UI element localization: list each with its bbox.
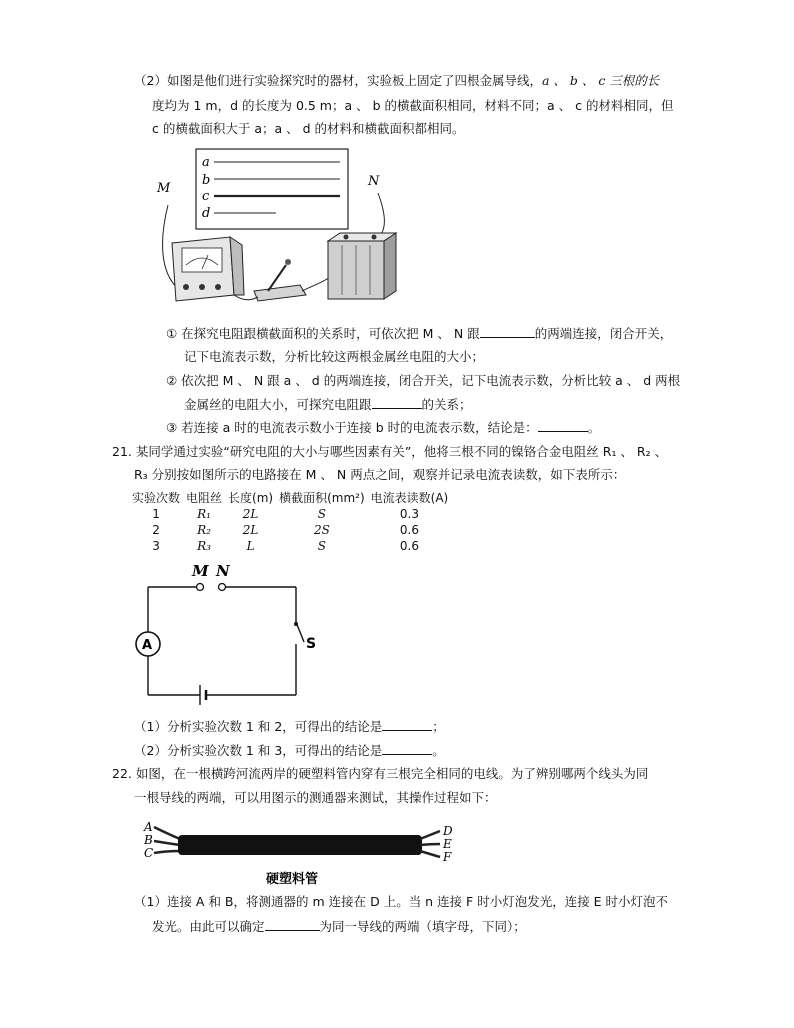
pipe-label-C: C (144, 846, 154, 860)
q20-sub3-line: ③ 若连接 a 时的电流表示数小于连接 b 时的电流表示数，结论是： 。 (166, 420, 601, 435)
plastic-pipe (178, 835, 422, 855)
q22-sub1-line2: 发光。由此可以确定 为同一导线的两端（填字母，下同）； (152, 919, 526, 934)
q21-sub2-blank[interactable] (382, 741, 432, 755)
q20-part2-line3: c 的横截面积大于 a；a 、 d 的材料和横截面积都相同。 (152, 121, 465, 136)
q20-part2-line1: （2）如图是他们进行实验探究时的器材，实验板上固定了四根金属导线，a 、 b 、 c 三根的长 (134, 73, 660, 88)
q22-sub1-blank[interactable] (265, 917, 320, 931)
q20-sub2-line2: 金属丝的电阻大小，可探究电阻跟 的关系； (184, 397, 472, 412)
q20-sub3-blank[interactable] (538, 418, 588, 432)
header-area: 横截面积(mm²) (279, 491, 365, 505)
pipe-label-B: B (144, 833, 153, 847)
q20-part2-line2: 度均为 1 m，d 的长度为 0.5 m；a 、 b 的横截面积相同，材料不同；a 、 c 的材料相同，但 (152, 98, 674, 113)
q21-line1: 21. 某同学通过实验“研究电阻的大小与哪些因素有关”，他将三根不同的镍铬合金电阻丝 R₁ 、 R₂ 、 (112, 444, 668, 459)
q22-pipe-figure (140, 815, 470, 890)
label-M: M (157, 181, 171, 196)
pipe-label-E: E (443, 837, 452, 851)
q21-sub2: （2）分析实验次数 1 和 3，可得出的结论是 。 (134, 743, 445, 758)
experiment-board (196, 149, 348, 229)
label-N: N (368, 174, 380, 189)
knife-switch (254, 259, 306, 301)
q22-line2: 一根导线的两端，可以用图示的测通器来测试，其操作过程如下： (134, 790, 497, 805)
table-row: 1 R₁ 2L S 0.3 (152, 507, 419, 521)
q22-line1: 22. 如图，在一根横跨河流两岸的硬塑料管内穿有三根完全相同的电线。为了辨别哪两个线头为同 (112, 766, 649, 781)
header-wire: 电阻丝 (186, 491, 223, 505)
wire-label-a: a (202, 155, 210, 170)
pipe-label-F: F (443, 850, 452, 864)
q20-sub1-blank[interactable] (480, 324, 535, 338)
wire-label-b: b (202, 173, 211, 188)
header-length: 长度(m) (228, 491, 274, 505)
battery-box (328, 233, 396, 299)
q20-sub2-blank[interactable] (372, 395, 422, 409)
q20-sub1-line2: 记下电流表示数，分析比较这两根金属丝电阻的大小； (184, 349, 485, 364)
header-current: 电流表读数(A) (370, 491, 449, 505)
q22-sub1-line1: （1）连接 A 和 B，将测通器的 m 连接在 D 上。当 n 连接 F 时小灯泡发光，连接 E 时小灯泡不 (134, 894, 669, 909)
terminal-M (197, 584, 204, 591)
ammeter-device (172, 237, 244, 301)
q21-sub1-blank[interactable] (382, 717, 432, 731)
q21-sub1: （1）分析实验次数 1 和 2，可得出的结论是 ； (134, 719, 445, 734)
q20-sub1-line1: ① 在探究电阻跟横截面积的关系时，可依次把 M 、 N 跟 的两端连接，闭合开关， (166, 326, 673, 341)
table-row: 3 R₃ L S 0.6 (152, 539, 419, 553)
pipe-caption: 硬塑料管 (266, 872, 319, 887)
pipe-label-D: D (443, 824, 453, 838)
wire-label-d: d (202, 206, 211, 221)
terminal-N (219, 584, 226, 591)
circuit-label-M: M (192, 562, 209, 580)
q21-line2: R₃ 分别按如图所示的电路接在 M 、 N 两点之间，观察并记录电流表读数，如下表所示： (134, 467, 626, 482)
q20-apparatus-figure (150, 145, 410, 310)
q20-sub2-line1: ② 依次把 M 、 N 跟 a 、 d 的两端连接，闭合开关，记下电流表示数，分析比较 a 、 d 两根 (166, 373, 681, 388)
circuit-label-N: N (216, 562, 230, 580)
q21-data-table (132, 489, 454, 554)
q21-circuit-diagram (130, 560, 330, 705)
ammeter-label: A (142, 638, 153, 653)
pipe-label-A: A (144, 820, 153, 834)
table-header-row (132, 489, 454, 506)
table-row: 2 R₂ 2L 2S 0.6 (152, 523, 419, 537)
wire-label-c: c (202, 189, 210, 204)
header-trial: 实验次数 (132, 491, 181, 505)
switch-label: S (306, 636, 317, 652)
